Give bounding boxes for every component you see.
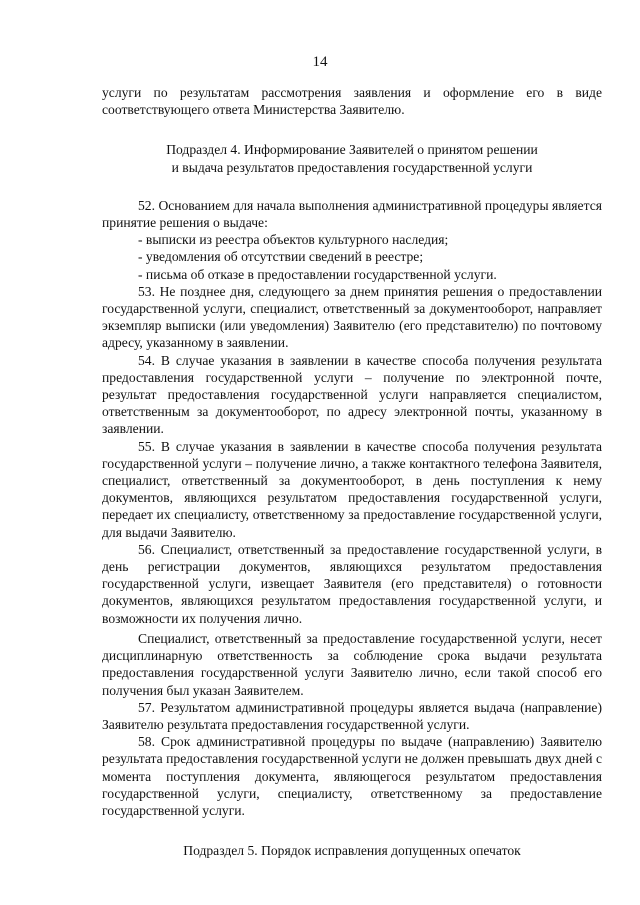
spacer [102,118,602,141]
intro-paragraph: услуги по результатам рассмотрения заявления и оформление его в виде соответствующего ответа Министерства Заявителю. [102,85,602,118]
paragraph-55: 55. В случае указания в заявлении в качестве способа получения результата государственной услуги – получение лично, а также контактного телефона Заявителя, специалист, ответственный за документооборот, в день поступления к нему документов, являющихся результатом предоставления государственной услуги, передает их специалисту, ответственному за предоставление государственной услуги, для выдачи Заявителю. [102,438,602,540]
paragraph-52: 52. Основанием для начала выполнения административной процедуры является принятие решения о выдаче: [102,197,602,231]
paragraph-52-item-3: - письма об отказе в предоставлении государственной услуги. [138,266,497,282]
spacer [102,176,602,197]
spacer [102,819,602,842]
document-body [102,84,602,859]
paragraph-53: 53. Не позднее дня, следующего за днем принятия решения о предоставлении государственной услуги, специалист, ответственный за документооборот, направляет экземпляр выписки (или уведомления) Заявителю (его представителю) по почтовому адресу, указанному в заявлении. [102,283,602,351]
paragraph-58: 58. Срок административной процедуры по выдаче (направлению) Заявителю результата предоставления государственной услуги не должен превышать двух дней с момента поступления документа, являющегося результатом предоставления государственной услуги, специалисту, ответственному за предоставление государственной услуги. [102,734,602,818]
paragraph-56: 56. Специалист, ответственный за предоставление государственной услуги, в день регистрации документов, являющихся результатом предоставления государственной услуги, извещает Заявителя (его представителя) о готовности документов, являющихся результатом предоставления государственной услуги, и возможности их получения лично. [102,541,602,626]
subsection-4-title-line2: и выдача результатов предоставления государственной услуги [171,159,533,175]
subsection-4-heading [102,141,602,175]
subsection-5-title: Подраздел 5. Порядок исправления допущенных опечаток [183,843,521,859]
paragraph-57: 57. Результатом административной процедуры является выдача (направление) Заявителю результата предоставления государственной услуги. [102,699,602,732]
page-number: 14 [312,54,328,70]
paragraph-54: 54. В случае указания в заявлении в качестве способа получения результата предоставления государственной услуги – получение по электронной почте, результат предоставления государственной услуги направляется специалистом, ответственным за документооборот, по адресу электронной почты, указанному в заявлении. [102,352,602,437]
paragraph-52-item-2: - уведомления об отсутствии сведений в реестре; [138,249,424,265]
paragraph-52-item-1: - выписки из реестра объектов культурного наследия; [138,232,449,248]
subsection-4-title-line1: Подраздел 4. Информирование Заявителей о принятом решении [166,142,538,158]
paragraph-56-continued: Специалист, ответственный за предоставление государственной услуги, несет дисциплинарную ответственность за соблюдение срока выдачи результата предоставления государственной услуги Заявителю лично, если такой способ его получения был указан Заявителем. [102,630,602,698]
